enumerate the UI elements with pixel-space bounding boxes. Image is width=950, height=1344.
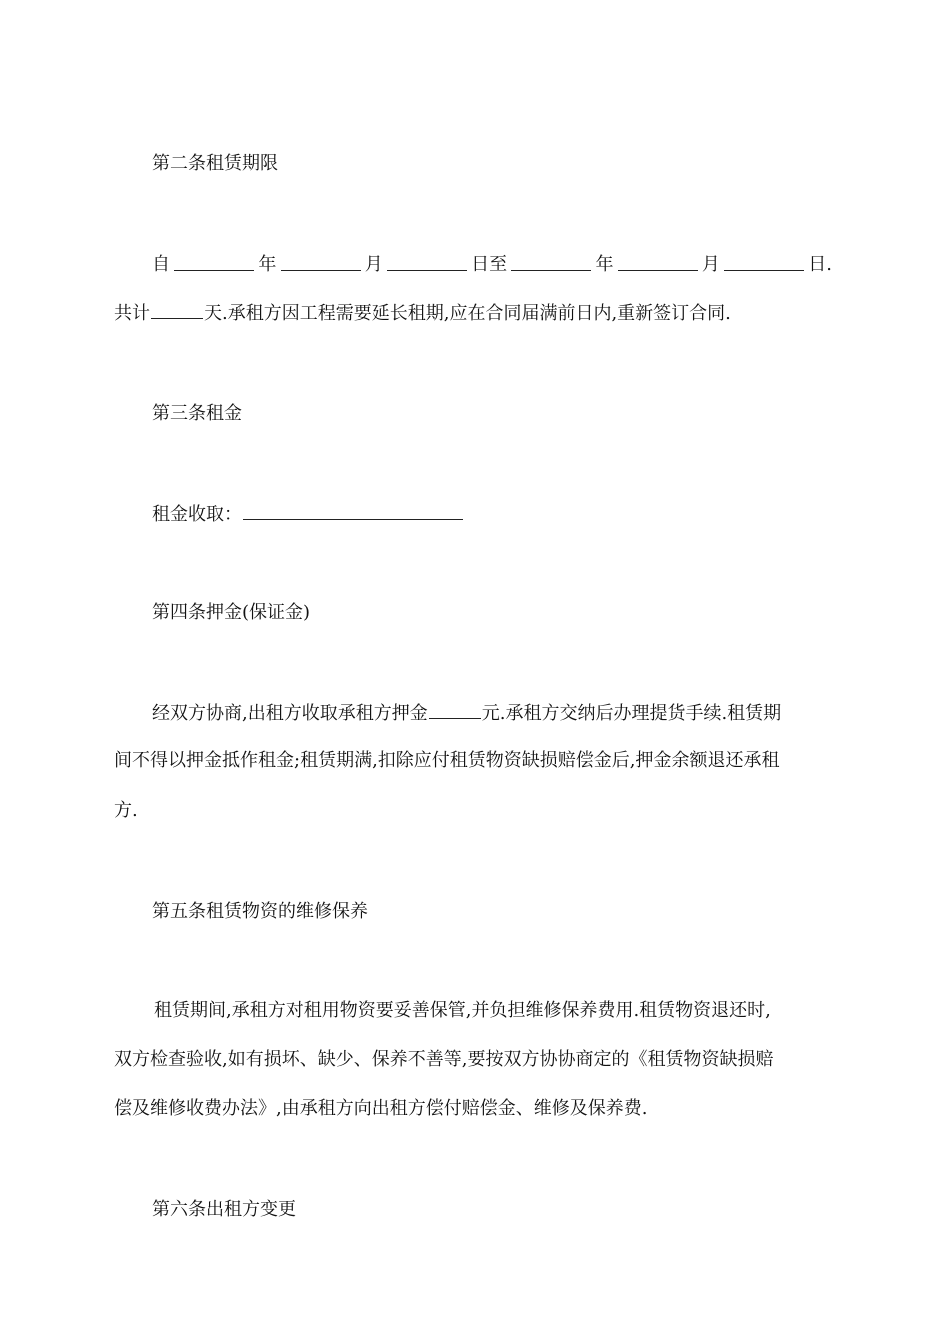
deposit-amount-blank[interactable] [429,700,481,719]
deposit-line-3: 方. [114,800,138,821]
maintenance-line-1: 租赁期间,承租方对租用物资要妥善保管,并负担维修保养费用.租赁物资退还时, [154,1000,771,1021]
extension-text: 天.承租方因工程需要延长租期,应在合同届满前日内,重新签订合同. [204,303,731,324]
maintenance-line-3: 偿及维修收费办法》,由承租方向出租方偿付赔偿金、维修及保养费. [114,1098,648,1119]
article-2-heading: 第二条租赁期限 [152,153,278,174]
year-text: 年 [258,254,277,275]
year-text-2: 年 [595,254,614,275]
article-3-heading: 第三条租金 [152,403,242,424]
month-text: 月 [364,254,383,275]
end-day-blank[interactable] [724,252,804,271]
month-text-2: 月 [701,254,720,275]
day-to-text: 日至 [471,254,508,275]
article-2-total-line [114,300,844,327]
end-month-blank[interactable] [618,252,698,271]
maintenance-line-2: 双方检查验收,如有损坏、缺少、保养不善等,要按双方协协商定的《租赁物资缺损赔 [114,1049,774,1070]
from-text: 自 [152,254,170,275]
rent-blank[interactable] [243,501,463,520]
deposit-text-after: 元.承租方交纳后办理提货手续.租赁期 [481,703,782,724]
article-6-heading: 第六条出租方变更 [152,1199,296,1220]
deposit-text-before: 经双方协商,出租方收取承租方押金 [152,703,428,724]
rent-line [152,501,882,528]
total-text: 共计 [114,303,150,324]
deposit-line-2: 间不得以押金抵作租金;租赁期满,扣除应付租赁物资缺损赔偿金后,押金余额退还承租 [114,750,780,771]
rent-label: 租金收取： [152,504,242,525]
end-year-blank[interactable] [511,252,591,271]
article-4-heading: 第四条押金(保证金) [152,602,311,623]
total-days-blank[interactable] [151,300,203,319]
day-end-text: 日. [808,254,832,275]
article-2-period-line [152,252,832,278]
start-day-blank[interactable] [387,252,467,271]
article-5-heading: 第五条租赁物资的维修保养 [152,901,368,922]
deposit-line-1 [152,700,844,727]
start-year-blank[interactable] [174,252,254,271]
start-month-blank[interactable] [281,252,361,271]
